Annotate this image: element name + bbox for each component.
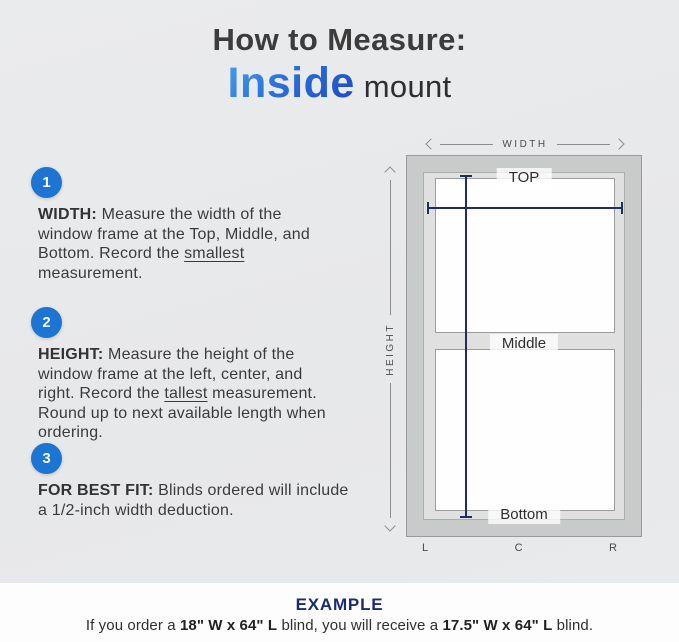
arrow-line: [390, 383, 391, 518]
arrow-line: [390, 180, 391, 315]
step-text-line: ordering.: [38, 424, 103, 441]
bottom-markers: [406, 542, 642, 554]
title-accent: Inside: [227, 59, 355, 107]
step-number: 2: [42, 314, 51, 331]
step-1-text: [38, 205, 380, 283]
example-heading: EXAMPLE: [295, 595, 384, 614]
step-text-line: right. Record the tallest measurement.: [38, 385, 317, 402]
height-arrow: [382, 168, 398, 530]
step-text-line: HEIGHT: Measure the height of the: [38, 346, 295, 363]
step-text-line: a 1/2-inch width deduction.: [38, 501, 234, 519]
width-measure-line: [427, 207, 623, 209]
step-text-line: Round up to next available length when: [38, 404, 326, 422]
title-line1: How to Measure:: [212, 22, 467, 57]
step-3-text: [38, 481, 380, 520]
height-arrow-label: HEIGHT: [384, 322, 396, 376]
upper-pane: [435, 178, 615, 333]
arrow-left-icon: [425, 138, 436, 149]
marker-r: R: [609, 542, 618, 554]
arrow-down-icon: [384, 520, 395, 531]
step-3-badge: [31, 443, 62, 474]
step-1-badge: [31, 167, 62, 198]
step-1: [30, 167, 380, 283]
arrow-line: [440, 144, 493, 145]
arrow-right-icon: [613, 138, 624, 149]
width-arrow-label: WIDTH: [502, 138, 548, 150]
height-measure-line: [465, 175, 467, 518]
label-top: TOP: [497, 168, 552, 187]
title-line2: [0, 59, 679, 108]
arrow-line: [557, 144, 610, 145]
arrow-up-icon: [384, 166, 395, 177]
step-2: [30, 307, 380, 443]
title-mount-word: mount: [363, 69, 452, 104]
width-arrow: [427, 138, 623, 150]
step-2-text: [38, 345, 380, 443]
marker-c: C: [514, 542, 524, 554]
window-diagram: [376, 138, 646, 568]
step-2-badge: [31, 307, 62, 338]
title: [0, 22, 679, 108]
step-text-line: Bottom. Record the smallest: [38, 245, 245, 262]
step-number: 1: [42, 174, 51, 191]
step-text-line: FOR BEST FIT: Blinds ordered will include: [38, 482, 349, 499]
lower-pane: [435, 349, 615, 511]
label-middle: Middle: [490, 334, 558, 353]
step-number: 3: [42, 450, 51, 467]
step-text-line: WIDTH: Measure the width of the: [38, 206, 282, 223]
step-text-line: window frame at the left, center, and: [38, 365, 303, 383]
window-frame: [406, 155, 642, 537]
label-bottom: Bottom: [488, 505, 560, 524]
step-text-line: measurement.: [38, 264, 143, 282]
step-3: [30, 443, 380, 520]
example-section: [0, 583, 679, 642]
example-text: If you order a 18" W x 64" L blind, you will receive a 17.5" W x 64" L blind.: [85, 617, 594, 634]
step-text-line: window frame at the Top, Middle, and: [38, 225, 310, 243]
marker-l: L: [422, 542, 430, 554]
